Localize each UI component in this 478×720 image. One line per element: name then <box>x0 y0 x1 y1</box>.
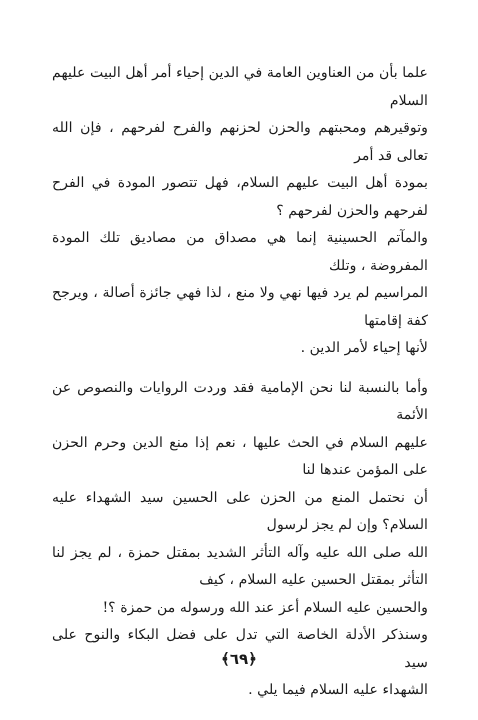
paragraph-2-line-2: المراسيم لم يرد فيها نهي ولا منع ، لذا فهي جائزة أصالة ، ويرجح كفة إقامتها <box>52 285 428 329</box>
paragraph-1-line-1: علما بأن من العناوين العامة في الدين إحياء أمر أهل البيت عليهم السلام <box>52 65 428 109</box>
paragraph-2 <box>52 225 428 363</box>
page-number: ﴿٦٩﴾ <box>221 650 257 668</box>
paragraph-1-line-3: بمودة أهل البيت عليهم السلام، فهل تتصور المودة في الفرح لفرحهم والحزن لفرحهم ؟ <box>52 175 428 219</box>
paragraph-1-line-2: وتوقيرهم ومحبتهم والحزن لحزنهم والفرح لفرحهم ، فإن الله تعالى قد أمر <box>52 120 428 164</box>
paragraph-3 <box>52 375 428 623</box>
paragraph-3-line-2: عليهم السلام في الحث عليها ، نعم إذا منع الدين وحرم الحزن على المؤمن عندها لنا <box>52 434 428 478</box>
paragraph-4-line-1: وسنذكر الأدلة الخاصة التي تدل على فضل البكاء والنوح على سيد <box>52 627 428 671</box>
paragraph-2-line-1: والمآتم الحسينية إنما هي مصداق من مصاديق تلك المودة المفروضة ، وتلك <box>52 230 428 274</box>
paragraph-2-line-3: لأنها إحياء لأمر الدين . <box>300 340 428 356</box>
paragraph-3-line-5: والحسين عليه السلام أعز عند الله ورسوله من حمزة ؟! <box>102 599 428 616</box>
paragraph-4-line-2: الشهداء عليه السلام فيما يلي . <box>248 682 428 698</box>
paragraph-3-line-4: الله صلى الله عليه وآله التأثر الشديد بمقتل حمزة ، لم يجز لنا التأثر بمقتل الحسين عليه السلام ، كيف <box>52 544 428 588</box>
page-body <box>52 60 428 705</box>
paragraph-1 <box>52 60 428 225</box>
paragraph-3-line-3: أن نحتمل المنع من الحزن على الحسين سيد الشهداء عليه السلام؟ وإن لم يجز لرسول <box>52 489 428 533</box>
paragraph-3-line-1: وأما بالنسبة لنا نحن الإمامية فقد وردت الروايات والنصوص عن الأئمة <box>52 379 428 423</box>
